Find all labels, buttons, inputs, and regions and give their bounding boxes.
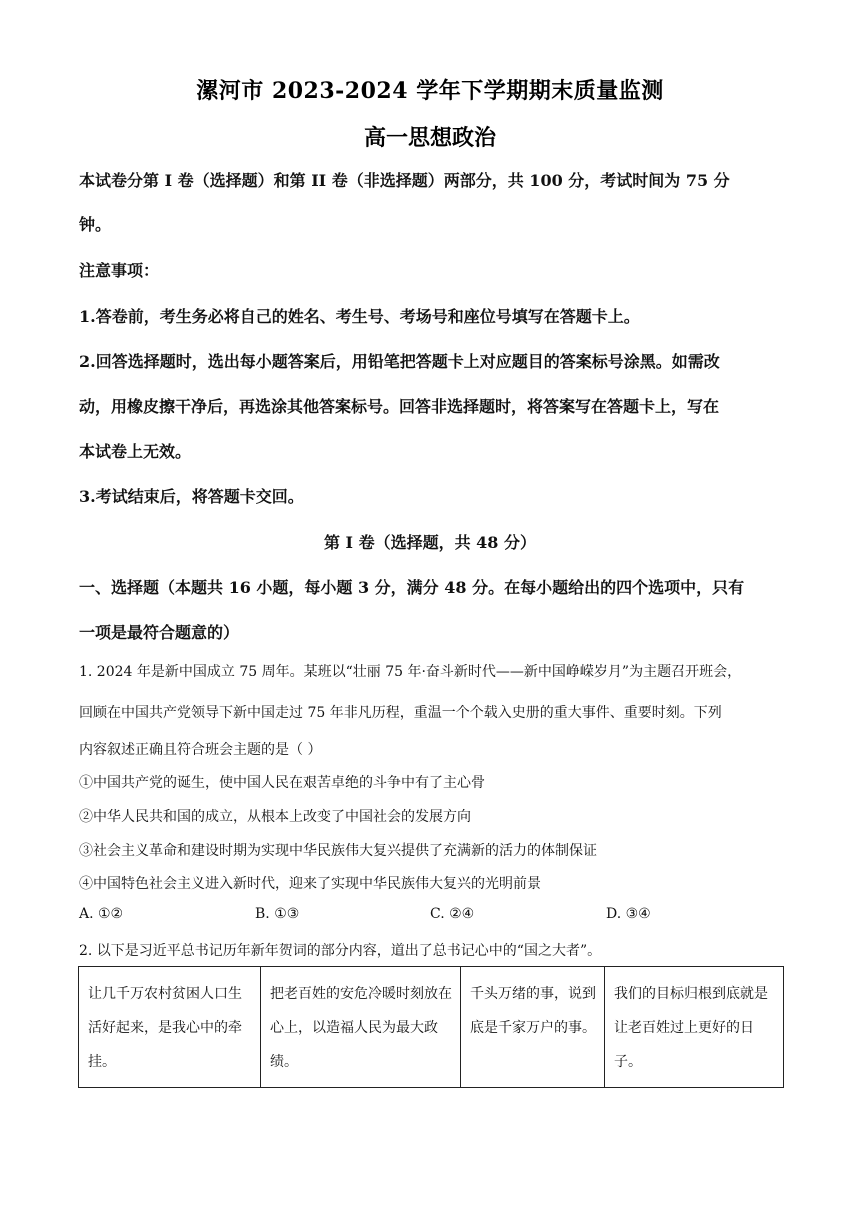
section-heading: 第 I 卷（选择题，共 48 分） (323, 533, 537, 552)
option-a: A. ①② (79, 906, 124, 922)
table-row (79, 967, 784, 1088)
question-2-stem: 2. 以下是习近平总书记历年新年贺词的部分内容，道出了总书记心中的“国之大者”。 (79, 943, 602, 959)
notice-item-1: 1.答卷前，考生务必将自己的姓名、考生号、考场号和座位号填写在答题卡上。 (79, 307, 640, 326)
quote-cell-1: 让几千万农村贫困人口生活好起来，是我心中的牵挂。 (79, 967, 261, 1088)
intro-line-1: 本试卷分第 I 卷（选择题）和第 II 卷（非选择题）两部分，共 100 分，考试时间为 75 分 (79, 171, 730, 190)
quote-cell-2: 把老百姓的安危冷暖时刻放在心上，以造福人民为最大政绩。 (261, 967, 461, 1088)
question-1-statement-4: ④中国特色社会主义进入新时代，迎来了实现中华民族伟大复兴的光明前景 (79, 876, 541, 892)
question-1-stem-line-3: 内容叙述正确且符合班会主题的是（ ） (79, 742, 322, 758)
notice-item-2-line-2: 动，用橡皮擦干净后，再选涂其他答案标号。回答非选择题时，将答案写在答题卡上，写在 (79, 397, 720, 416)
question-1-statement-1: ①中国共产党的诞生，使中国人民在艰苦卓绝的斗争中有了主心骨 (79, 775, 485, 791)
notice-item-2-line-1: 2.回答选择题时，选出每小题答案后，用铅笔把答题卡上对应题目的答案标号涂黑。如需改 (79, 352, 720, 371)
notice-item-3: 3.考试结束后，将答题卡交回。 (79, 487, 304, 506)
section-instruction-line-1: 一、选择题（本题共 16 小题，每小题 3 分，满分 48 分。在每小题给出的四个选项中，只有 (79, 578, 745, 597)
question-1-options (79, 906, 784, 926)
question-1-stem-line-2: 回顾在中国共产党领导下新中国走过 75 年非凡历程，重温一个个载入史册的重大事件、重要时刻。下列 (79, 705, 722, 721)
notice-item-2-line-3: 本试卷上无效。 (79, 442, 192, 461)
section-instruction-line-2: 一项是最符合题意的） (79, 623, 240, 642)
option-d: D. ③④ (606, 906, 651, 922)
question-1-statement-3: ③社会主义革命和建设时期为实现中华民族伟大复兴提供了充满新的活力的体制保证 (79, 843, 597, 859)
intro-line-2: 钟。 (79, 215, 112, 234)
quotes-table (78, 966, 784, 1088)
notice-heading: 注意事项： (79, 261, 160, 280)
exam-title: 漯河市 2023-2024 学年下学期期末质量监测 (196, 78, 664, 104)
option-c: C. ②④ (430, 906, 475, 922)
exam-subject: 高一思想政治 (363, 125, 496, 151)
option-b: B. ①③ (255, 906, 300, 922)
quote-cell-3: 千头万绪的事，说到底是千家万户的事。 (461, 967, 605, 1088)
quote-cell-4: 我们的目标归根到底就是让老百姓过上更好的日子。 (605, 967, 784, 1088)
question-1-stem-line-1: 1. 2024 年是新中国成立 75 周年。某班以“壮丽 75 年·奋斗新时代——新中国峥嵘岁月”为主题召开班会， (79, 664, 742, 680)
question-1-statement-2: ②中华人民共和国的成立，从根本上改变了中国社会的发展方向 (79, 809, 471, 825)
